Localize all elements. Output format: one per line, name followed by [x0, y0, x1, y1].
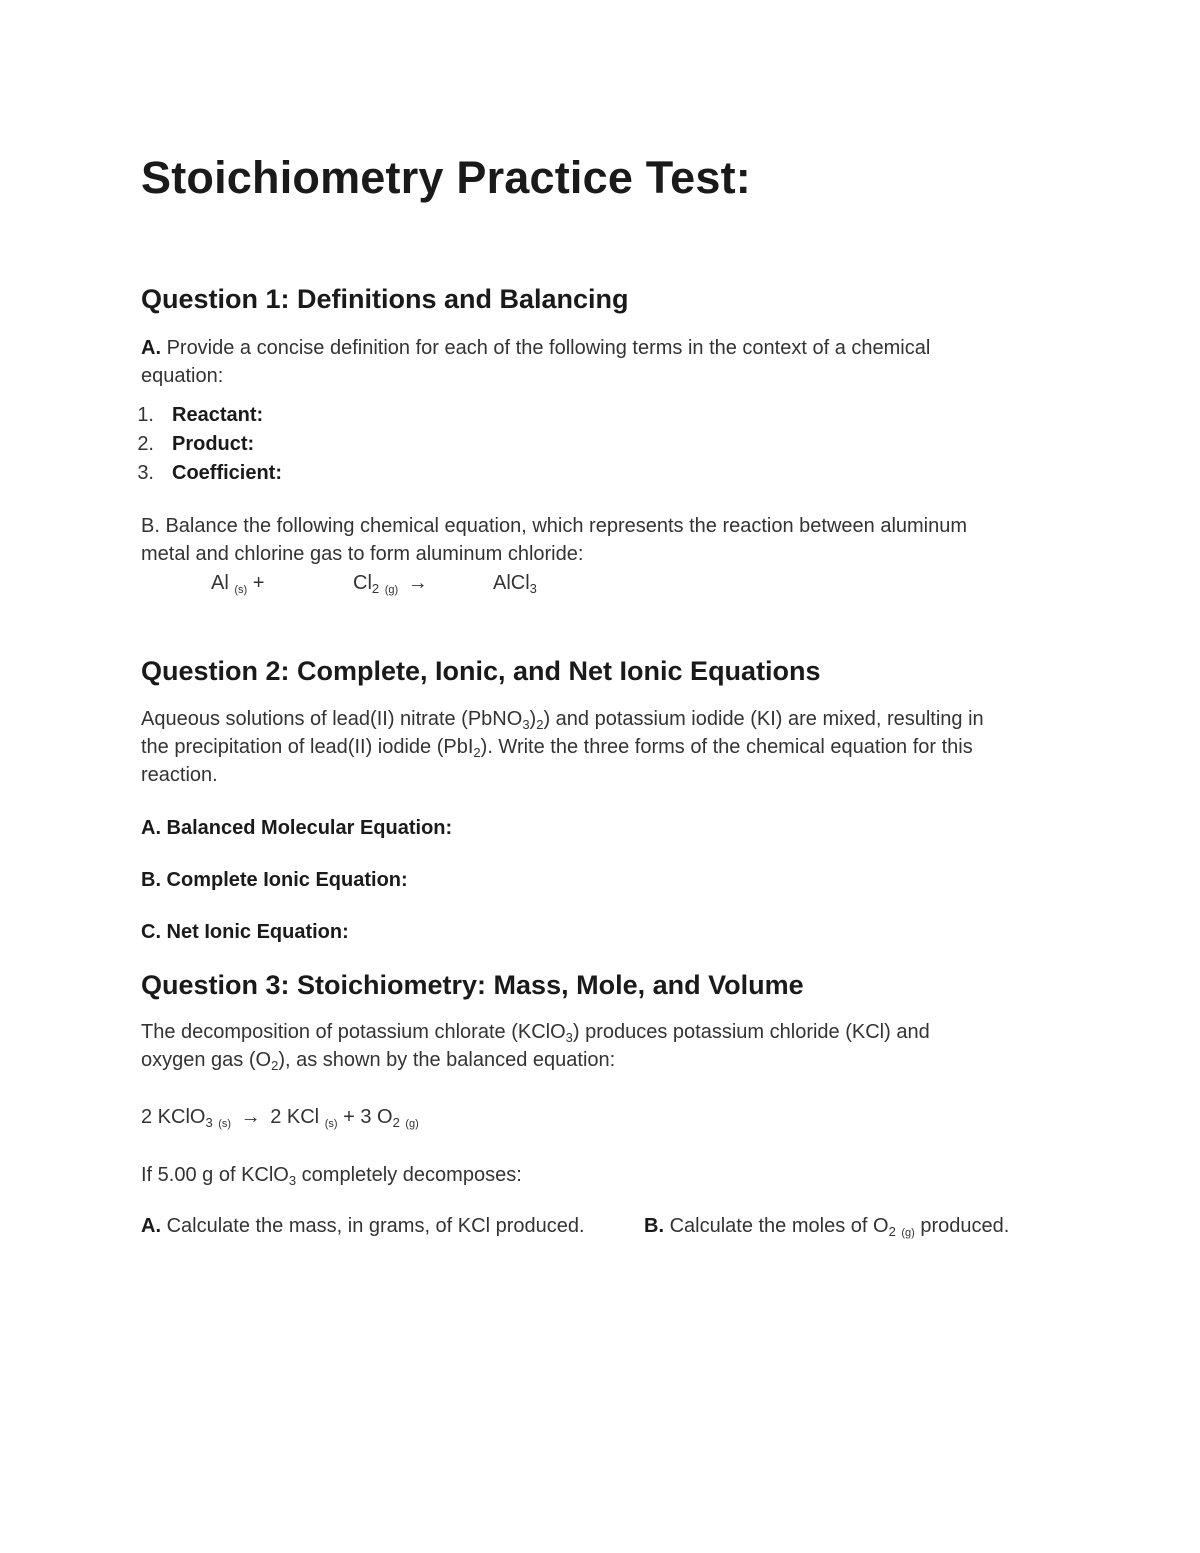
q1-eq-alcl-sub: 3 [529, 581, 537, 596]
q1-eq-product [493, 569, 537, 597]
page-title: Stoichiometry Practice Test: [141, 152, 751, 203]
q1-term-2-num: 2. [137, 433, 154, 455]
q3-part-b [644, 1212, 1009, 1240]
q2-p-line1-sub1: 3 [522, 717, 530, 732]
q3-eq-kcl: 2 KCl [270, 1106, 320, 1128]
q1-eq-reactant-al [211, 569, 264, 597]
q3-eq-o2-state: (g) [405, 1118, 419, 1130]
q2-p-line3: reaction. [141, 764, 218, 786]
q1-a-line1 [141, 334, 930, 362]
q2-p-line2 [141, 733, 973, 761]
q1-a-line2: equation: [141, 365, 224, 387]
q3-if-a: If 5.00 g of KClO [141, 1164, 289, 1186]
q1-a-label: A. [141, 337, 161, 359]
q1-eq-cl: Cl [353, 572, 372, 594]
q3-part-b-state: (g) [901, 1227, 915, 1239]
q1-term-1-label: Reactant: [172, 404, 264, 426]
q3-eq-arrow: → [240, 1106, 261, 1128]
q3-p-line2-b: ), as shown by the balanced equation: [278, 1049, 616, 1071]
q3-part-b-text-a: Calculate the moles of O [669, 1215, 889, 1237]
q2-p-line1-c: ) and potassium iodide (KI) are mixed, resulting in [543, 708, 984, 730]
q1-eq-arrow: → [407, 572, 428, 594]
q3-if-sub: 3 [288, 1173, 297, 1188]
q3-p-line2-a: oxygen gas (O [141, 1049, 272, 1071]
q3-p-line1-b: ) produces potassium chloride (KCl) and [572, 1021, 930, 1043]
q3-part-b-text-b: produced. [920, 1215, 1010, 1237]
q1-term-1-num: 1. [137, 404, 154, 426]
q1-term-2-label: Product: [172, 433, 255, 455]
q3-if-b: completely decomposes: [301, 1164, 522, 1186]
q2-p-line2-sub: 2 [473, 745, 481, 760]
q1-term-3-num: 3. [137, 462, 154, 484]
q1-term-3 [126, 459, 282, 487]
q1-eq-cl-sub: 2 [371, 581, 380, 596]
q2-p-line1-sub2: 2 [536, 717, 544, 732]
q3-p-line2-sub: 2 [271, 1058, 279, 1073]
q1-eq-alcl: AlCl [493, 572, 530, 594]
q1-b-line2: metal and chlorine gas to form aluminum chloride: [141, 543, 584, 565]
q3-eq-plus-o2: + 3 O [343, 1106, 393, 1128]
q1-eq-al: Al [211, 572, 229, 594]
q3-eq-kclo3-state: (s) [218, 1118, 232, 1130]
q3-p-line1-a: The decomposition of potassium chlorate (KClO [141, 1021, 566, 1043]
q2-c: C. Net Ionic Equation: [141, 921, 349, 943]
q3-part-a [141, 1212, 585, 1240]
q2-p-line1-b: ) [529, 708, 537, 730]
q3-p-line1-sub: 3 [565, 1030, 573, 1045]
q3-equation [141, 1103, 419, 1131]
q2-heading: Question 2: Complete, Ionic, and Net Ionic Equations [141, 656, 821, 686]
q1-term-1 [126, 401, 263, 429]
q3-p-line2 [141, 1046, 615, 1074]
q1-eq-cl-state: (g) [384, 584, 399, 596]
q1-term-2 [126, 430, 254, 458]
q3-part-b-sub: 2 [888, 1224, 896, 1239]
q3-part-a-label: A. [141, 1215, 161, 1237]
q2-p-line1 [141, 705, 984, 733]
q2-a: A. Balanced Molecular Equation: [141, 817, 453, 839]
q2-p-line1-a: Aqueous solutions of lead(II) nitrate (PbNO [141, 708, 523, 730]
q1-eq-al-state: (s) [234, 584, 248, 596]
q1-eq-plus: + [252, 572, 265, 594]
q1-term-3-label: Coefficient: [172, 462, 282, 484]
q1-b-line1: B. Balance the following chemical equation, which represents the reaction between aluminum [141, 515, 968, 537]
q2-p-line2-b: ). Write the three forms of the chemical equation for this [480, 736, 973, 758]
q3-eq-kclo3: 2 KClO [141, 1106, 206, 1128]
q3-eq-kclo3-sub: 3 [205, 1115, 213, 1130]
q3-eq-kcl-state: (s) [324, 1118, 338, 1130]
q3-p-line1 [141, 1018, 930, 1046]
q1-a-text: Provide a concise definition for each of the following terms in the context of a chemical [166, 337, 931, 359]
q2-p-line2-a: the precipitation of lead(II) iodide (PbI [141, 736, 474, 758]
q1-eq-reactant-cl [353, 569, 428, 597]
q3-if-line [141, 1161, 522, 1189]
q3-heading: Question 3: Stoichiometry: Mass, Mole, and Volume [141, 970, 804, 1000]
q2-b: B. Complete Ionic Equation: [141, 869, 408, 891]
q3-part-b-label: B. [644, 1215, 664, 1237]
q3-part-a-text: Calculate the mass, in grams, of KCl produced. [166, 1215, 585, 1237]
q3-eq-o2-sub: 2 [392, 1115, 400, 1130]
q1-heading: Question 1: Definitions and Balancing [141, 284, 629, 314]
